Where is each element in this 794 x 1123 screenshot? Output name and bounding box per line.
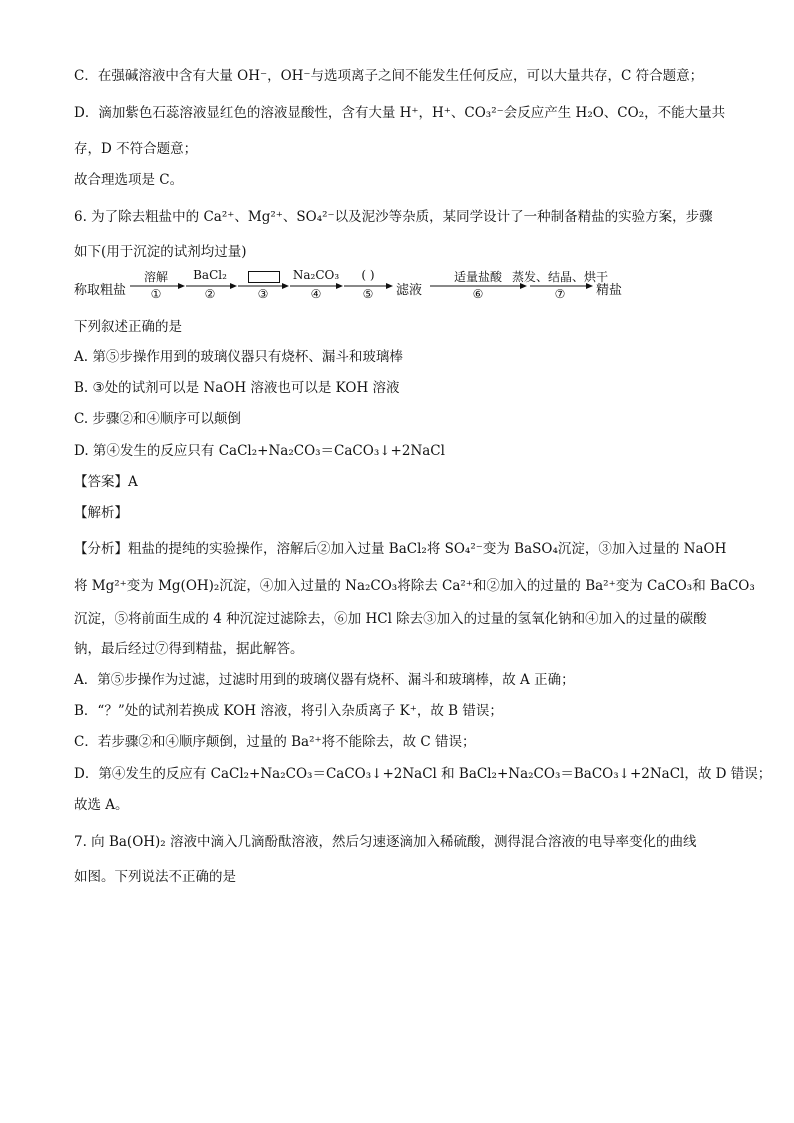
step-7-label: 蒸发、结晶、烘干 bbox=[511, 270, 609, 284]
paragraph-option-c-explanation: C．在强碱溶液中含有大量 OH⁻，OH⁻与选项离子之间不能发生任何反应，可以大量共存，C 符合题意； bbox=[74, 68, 704, 84]
purification-flow-diagram bbox=[74, 268, 634, 302]
question-7-stem-continued: 如图。下列说法不正确的是 bbox=[74, 869, 236, 885]
question-7-stem: 7. 向 Ba(OH)₂ 溶液中滴入几滴酚酞溶液，然后匀速逐滴加入稀硫酸，测得混合溶液的电导率变化的曲线 bbox=[74, 834, 697, 850]
option-d: D. 第④发生的反应只有 CaCl₂+Na₂CO₃＝CaCO₃↓+2NaCl bbox=[74, 443, 445, 459]
step-1-number: ① bbox=[150, 287, 162, 301]
question-6-prompt: 下列叙述正确的是 bbox=[74, 319, 182, 335]
step-7-number: ⑦ bbox=[554, 287, 566, 301]
flow-end-node: 精盐 bbox=[596, 283, 623, 298]
analysis-option-c: C．若步骤②和④顺序颠倒，过量的 Ba²⁺将不能除去，故 C 错误； bbox=[74, 734, 476, 750]
step-6-label: 适量盐酸 bbox=[453, 270, 503, 284]
analysis-final-answer: 故选 A。 bbox=[74, 797, 129, 813]
paragraph-answer-q5: 故合理选项是 C。 bbox=[74, 172, 184, 188]
step-2-number: ② bbox=[204, 287, 216, 301]
analysis-paragraph-1: 【分析】粗盐的提纯的实验操作，溶解后②加入过量 BaCl₂将 SO₄²⁻变为 BaSO₄沉淀，③加入过量的 NaOH bbox=[74, 541, 727, 557]
analysis-option-a: A．第⑤步操作为过滤，过滤时用到的玻璃仪器有烧杯、漏斗和玻璃棒，故 A 正确； bbox=[74, 672, 575, 688]
step-5-label: ( ) bbox=[361, 268, 375, 282]
paragraph-option-d-explanation: D．滴加紫色石蕊溶液显红色的溶液显酸性，含有大量 H⁺，H⁺、CO₃²⁻会反应产生 H₂O、CO₂，不能大量共 bbox=[74, 105, 726, 121]
analysis-paragraph-3: 沉淀，⑤将前面生成的 4 种沉淀过滤除去，⑥加 HCl 除去③加入的过量的氢氧化钠和④加入的过量的碳酸 bbox=[74, 611, 707, 627]
step-5-number: ⑤ bbox=[362, 287, 374, 301]
step-4-number: ④ bbox=[310, 287, 322, 301]
step-1-label: 溶解 bbox=[143, 270, 169, 284]
option-a: A. 第⑤步操作用到的玻璃仪器只有烧杯、漏斗和玻璃棒 bbox=[74, 349, 403, 365]
step-2-label: BaCl₂ bbox=[193, 268, 227, 282]
flow-filtrate-node: 滤液 bbox=[396, 283, 423, 298]
analysis-paragraph-4: 钠，最后经过⑦得到精盐，据此解答。 bbox=[74, 641, 304, 657]
paragraph-option-d-continued: 存，D 不符合题意； bbox=[74, 141, 198, 157]
step-6-number: ⑥ bbox=[472, 287, 484, 301]
answer-label: 【答案】A bbox=[74, 474, 138, 490]
analysis-heading: 【解析】 bbox=[74, 505, 128, 521]
question-6-stem: 6. 为了除去粗盐中的 Ca²⁺、Mg²⁺、SO₄²⁻以及泥沙等杂质，某同学设计了一种制备精盐的实验方案，步骤 bbox=[74, 209, 713, 225]
step-3-blank-box bbox=[248, 271, 280, 283]
option-b: B. ③处的试剂可以是 NaOH 溶液也可以是 KOH 溶液 bbox=[74, 380, 400, 396]
question-6-stem-continued: 如下(用于沉淀的试剂均过量) bbox=[74, 244, 247, 260]
analysis-paragraph-2: 将 Mg²⁺变为 Mg(OH)₂沉淀，④加入过量的 Na₂CO₃将除去 Ca²⁺和②加入的过量的 Ba²⁺变为 CaCO₃和 BaCO₃ bbox=[74, 578, 755, 594]
analysis-option-d: D．第④发生的反应有 CaCl₂+Na₂CO₃＝CaCO₃↓+2NaCl 和 BaCl₂+Na₂CO₃＝BaCO₃↓+2NaCl，故 D 错误； bbox=[74, 766, 772, 782]
step-3-number: ③ bbox=[257, 287, 269, 301]
flow-start-node: 称取粗盐 bbox=[74, 283, 127, 298]
analysis-option-b: B．“？”处的试剂若换成 KOH 溶液，将引入杂质离子 K⁺，故 B 错误； bbox=[74, 703, 503, 719]
step-4-label: Na₂CO₃ bbox=[292, 268, 340, 282]
option-c: C. 步骤②和④顺序可以颠倒 bbox=[74, 411, 241, 427]
